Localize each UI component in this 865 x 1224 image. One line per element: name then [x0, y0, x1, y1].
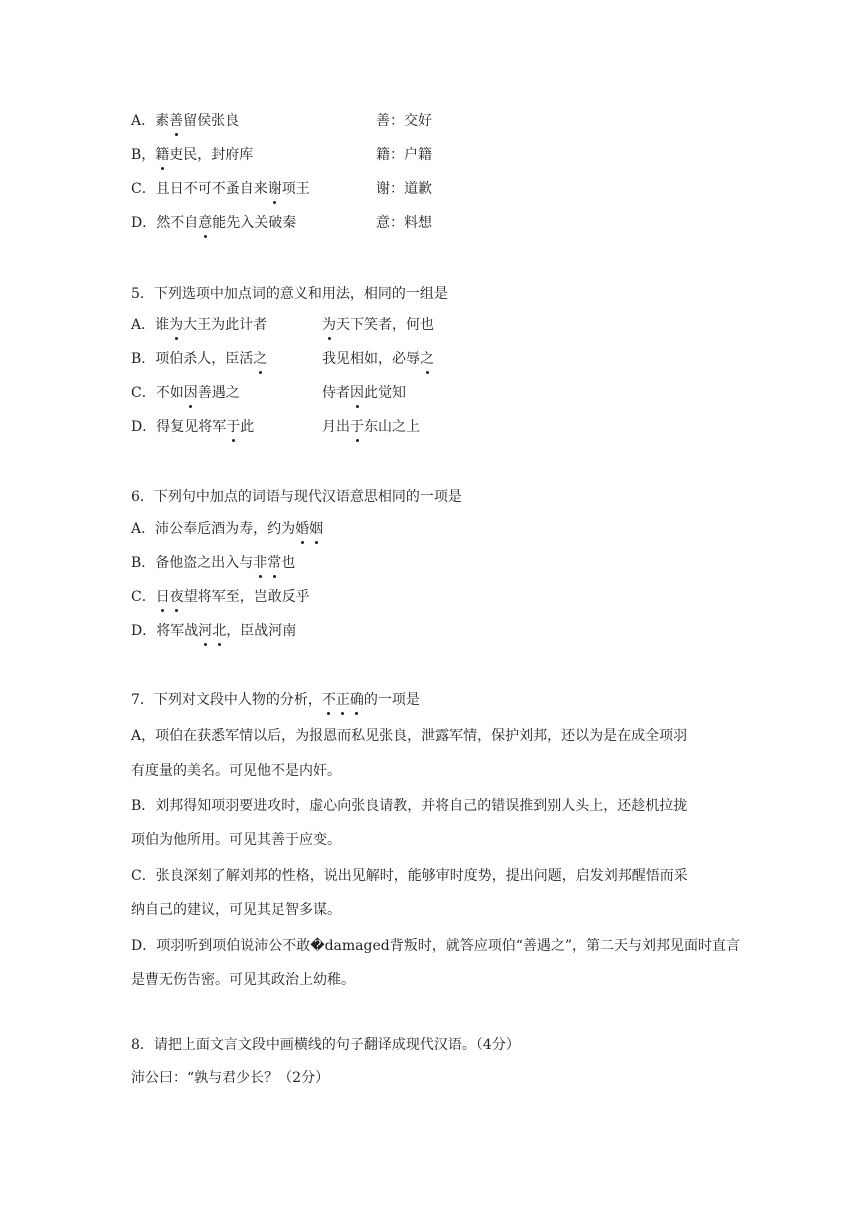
q4-option-a-meaning: 善：交好: [376, 113, 432, 129]
emphasis-dot-char: 北: [212, 623, 227, 639]
q6-option-c: C．日夜望将军至，岂敢反乎: [131, 589, 310, 605]
q6-option-d: D．将军战河北，臣战河南: [131, 623, 297, 639]
q4-option-c: C．且日不可不蚤自来谢项王: [131, 181, 310, 197]
q5-option-d-right: 月出于东山之上: [322, 419, 420, 435]
q5-option-a-right: 为天下笑者，何也: [322, 317, 434, 333]
q7-option-c-line-2: 纳自己的建议，可见其足智多谋。: [131, 902, 341, 918]
emphasis-dot-char: 非: [253, 555, 268, 571]
q7-option-b-line-2: 项伯为他所用。可见其善于应变。: [131, 832, 341, 848]
q6-option-b: B．备他盗之出入与非常也: [131, 555, 296, 571]
q4-option-d: D．然不自意能先入关破秦: [131, 215, 297, 231]
q7-option-d-line-1: D．项羽听到项伯说沛公不敢�damaged背叛时，就答应项伯“善遇之”，第二天与刘邦见面时直言: [131, 938, 741, 954]
emphasis-dot-char: 于: [350, 419, 364, 435]
q4-option-b-meaning: 籍：户籍: [376, 147, 432, 163]
q5-option-d-left: D．得复见将军于此: [131, 419, 255, 435]
q7-option-a-line-1: A，项伯在获悉军情以后，为报恩而私见张良，泄露军情，保护刘邦，还以为是在成全项羽: [131, 728, 688, 744]
emphasis-dot-char: 因: [350, 385, 364, 401]
q7-stem: 7．下列对文段中人物的分析，不正确的一项是: [131, 692, 420, 708]
q5-option-b-left: B．项伯杀人，臣活之: [131, 351, 268, 367]
q4-option-d-meaning: 意：料想: [376, 215, 432, 231]
emphasis-dot-char: 正: [335, 692, 350, 708]
q7-option-d-line-2: 是曹无伤告密。可见其政治上幼稚。: [131, 972, 355, 988]
emphasis-dot-char: 为: [169, 317, 184, 333]
q4-option-a: A．素善留侯张良: [131, 113, 240, 129]
q7-option-a-line-2: 有度量的美名。可见他不是内奸。: [131, 763, 341, 779]
emphasis-dot-char: 于: [226, 419, 241, 435]
q7-option-b-line-1: B．刘邦得知项羽要进攻时，虚心向张良请教，并将自己的错误推到别人头上，还趁机拉拢: [131, 798, 688, 814]
q8-line-1: 沛公曰：“孰与君少长？（2分）: [131, 1070, 330, 1086]
emphasis-dot-char: 为: [322, 317, 336, 333]
emphasis-dot-char: 婚: [295, 521, 310, 537]
emphasis-dot-char: 谢: [267, 181, 282, 197]
q4-option-b: B，籍吏民，封府库: [131, 147, 254, 163]
emphasis-dot-char: 之: [420, 351, 434, 367]
emphasis-dot-char: 善: [169, 113, 184, 129]
q5-option-c-right: 侍者因此觉知: [322, 385, 406, 401]
emphasis-dot-char: 日: [155, 589, 170, 605]
emphasis-dot-char: 夜: [169, 589, 184, 605]
emphasis-dot-char: 之: [253, 351, 268, 367]
emphasis-dot-char: 意: [198, 215, 213, 231]
emphasis-dot-char: 籍: [155, 147, 170, 163]
q5-option-b-right: 我见相如，必辱之: [322, 351, 434, 367]
q5-option-c-left: C．不如因善遇之: [131, 385, 240, 401]
q5-option-a-left: A．谁为大王为此计者: [131, 317, 268, 333]
q6-option-a: A．沛公奉卮酒为寿，约为婚姻: [131, 521, 324, 537]
q6-stem: 6．下列句中加点的词语与现代汉语意思相同的一项是: [131, 489, 462, 505]
q5-stem: 5．下列选项中加点词的意义和用法，相同的一组是: [131, 286, 448, 302]
emphasis-dot-char: 确: [349, 692, 364, 708]
emphasis-dot-char: 不: [321, 692, 336, 708]
emphasis-dot-char: 河: [198, 623, 213, 639]
q7-option-c-line-1: C．张良深刻了解刘邦的性格，说出见解时，能够审时度势，提出问题，启发刘邦醒悟而采: [131, 868, 688, 884]
emphasis-dot-char: 姻: [309, 521, 324, 537]
emphasis-dot-char: 因: [183, 385, 198, 401]
q4-option-c-meaning: 谢：道歉: [376, 181, 432, 197]
emphasis-dot-char: 常: [267, 555, 282, 571]
q8-stem: 8．请把上面文言文段中画横线的句子翻译成现代汉语。（4分）: [131, 1037, 520, 1053]
